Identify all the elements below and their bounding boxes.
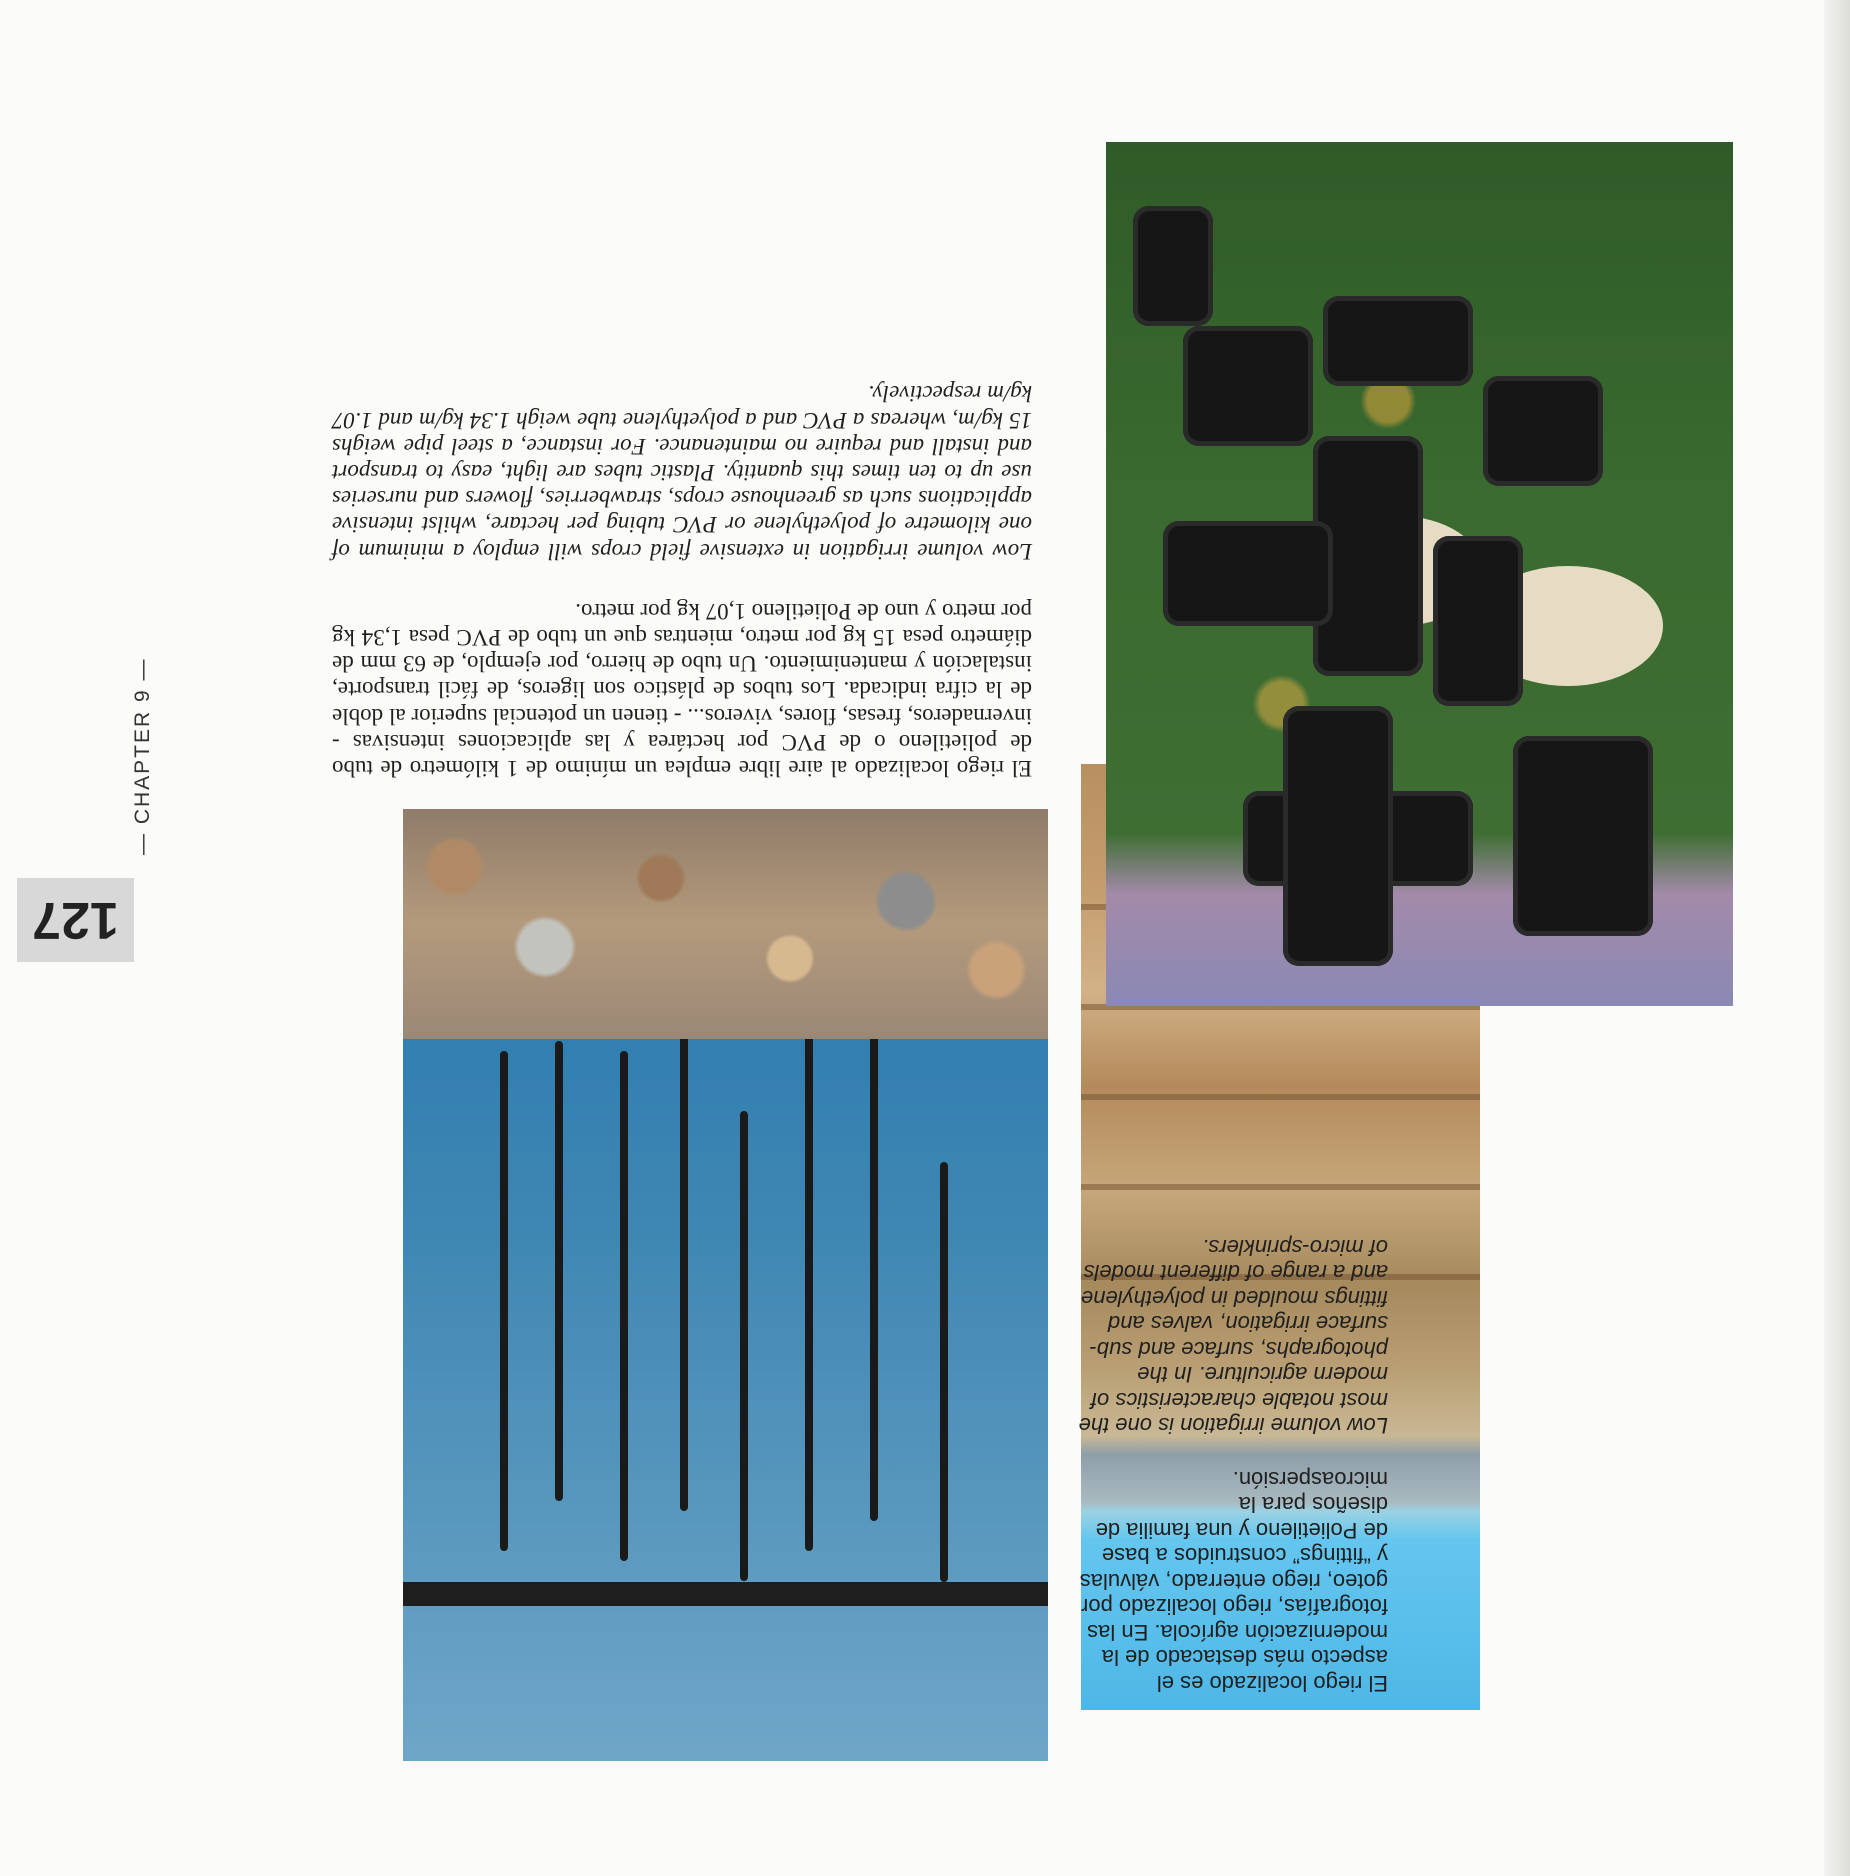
feeder-pipe bbox=[403, 1582, 1048, 1606]
body-text bbox=[332, 380, 1032, 781]
body-english: Low volume irrigation in extensive field crops will employ a minimum of one kilometre of polyethylene or PVC tubing per hectare, whilst intensive applications such as greenhouse crops, strawberries, flowers and nurseries use up to ten times this quantity. Plastic tubes are light, easy to transport and install and require no maintenance. For instance, a steel pipe weighs 15 kg/m, whereas a PVC and a polyethylene tube weigh 1.34 kg/m and 1.07 kg/m respectively. bbox=[332, 381, 1032, 564]
page-edge bbox=[1824, 0, 1850, 1876]
caption-english: Low volume irrigation is one the most notable characteristics of modern agriculture. In the photographs, surface and sub-surface irrigation, valves and fittings moulded in polyethylene and a range of different models of micro-sprinklers. bbox=[1078, 1235, 1388, 1439]
caption-spanish: El riego localizado es el aspecto más destacado de la modernización agrícola. En las fotografías, riego localizado por goteo, riego enterrado, válvulas y “fittings” construidos a base de Polietileno y una familia de diseños para la microaspersión. bbox=[1079, 1467, 1388, 1696]
page-number: 127 bbox=[17, 878, 134, 962]
pebbles bbox=[403, 809, 1048, 1039]
photo-caption bbox=[1078, 1235, 1388, 1697]
photo-fittings bbox=[1106, 142, 1733, 1006]
body-spanish: El riego localizado al aire libre emplea un mínimo de 1 kilómetro de tubo de polietileno o de PVC por hectárea y las aplicaciones intensivas -invernaderos, fresas, flores, viveros... - tienen un potencial superior al doble de la cifra indicada. Los tubos de plástico son ligeros, de fácil transporte, instalación y mantenimiento. Un tubo de hierro, por ejemplo, de 63 mm de diámetro pesa 15 kg por metro, mientras que un tubo de PVC pesa 1,34 kg por metro y uno de Polietileno 1,07 kg por metro. bbox=[332, 598, 1032, 781]
chapter-label: — CHAPTER 9 — bbox=[131, 657, 154, 855]
photo-micro-sprinklers bbox=[403, 809, 1048, 1761]
